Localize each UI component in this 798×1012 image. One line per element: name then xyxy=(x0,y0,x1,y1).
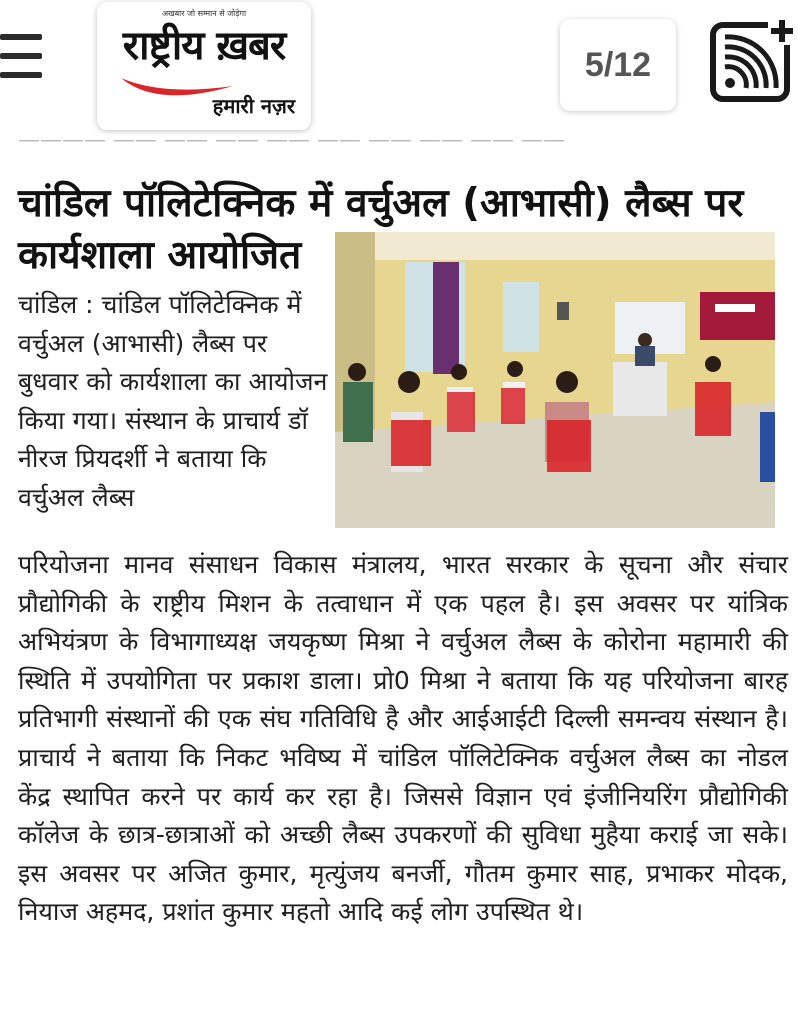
app-top-bar xyxy=(0,0,798,150)
cutoff-text: ———— —— —— —— —— —— —— —— —— —— xyxy=(18,140,565,153)
classroom-workshop-image xyxy=(335,232,775,528)
hamburger-menu-icon[interactable] xyxy=(0,34,44,82)
previous-article-cutoff xyxy=(0,140,798,158)
headline-line-2: कार्यशाला आयोजित xyxy=(18,233,302,278)
page-counter[interactable]: 5/12 xyxy=(560,19,676,111)
rss-feed-plus-icon[interactable] xyxy=(710,17,796,103)
article-photo[interactable] xyxy=(335,232,775,528)
logo-subtitle: हमारी नज़र xyxy=(212,94,295,118)
newspaper-logo[interactable] xyxy=(97,2,311,130)
logo-tagline: अखबार जो सम्मान से जोड़ेगा xyxy=(161,9,247,18)
logo-title: राष्ट्रीय ख़बर xyxy=(122,23,286,69)
article-body-column: चांडिल : चांडिल पॉलिटेक्निक में वर्चुअल (आभासी) लैब्स पर बुधवार को कार्यशाला का आयोजन किया गया। संस्थान के प्राचार्य डॉ नीरज प्रियदर्शी ने बताया कि वर्चुअल लैब्स xyxy=(18,290,328,512)
article-body-full: परियोजना मानव संसाधन विकास मंत्रालय, भारत सरकार के सूचना और संचार प्रौद्योगिकी के राष्ट्रीय मिशन के तत्वाधान में एक पहल है। इस अवसर पर यांत्रिक अभियंत्रण के विभागाध्यक्ष जयकृष्ण मिश्रा ने वर्चुअल लैब्स के कोरोना महामारी की स्थिति में उपयोगिता पर प्रकाश डाला। प्रो0 मिश्रा ने बताया कि यह परियोजना बारह प्रतिभागी संस्थानों की एक संघ गतिविधि है और आईआईटी दिल्ली समन्वय संस्थान है। प्राचार्य ने बताया कि निकट भविष्य में चांडिल पॉलिटेक्निक वर्चुअल लैब्स का नोडल केंद्र स्थापित करने पर कार्य कर रहा है। जिससे विज्ञान एवं इंजीनियरिंग प्रौद्योगिकी कॉलेज के छात्र-छात्राओं को अच्छी लैब्स उपकरणों की सुविधा मुहैया कराई जा सके। इस अवसर पर अजित कुमार, मृत्युंजय बनर्जी, गौतम कुमार साह, प्रभाकर मोदक, नियाज अहमद, प्रशांत कुमार महतो आदि कई लोग उपस्थित थे। xyxy=(18,550,788,927)
headline-line-1: चांडिल पॉलिटेक्निक में वर्चुअल (आभासी) लैब्स पर xyxy=(18,181,744,226)
